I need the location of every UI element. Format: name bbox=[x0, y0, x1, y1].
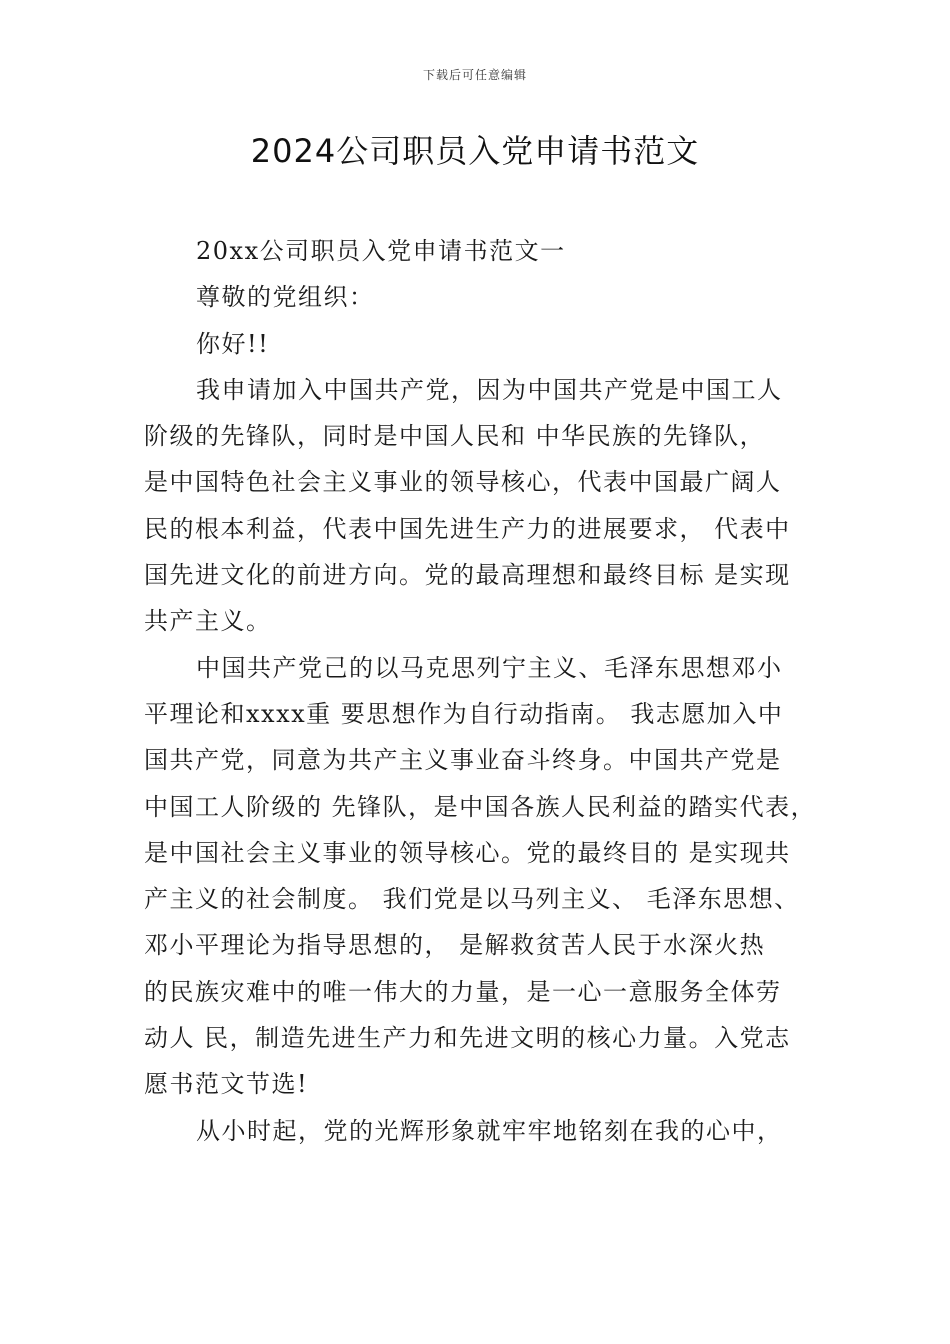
paragraph-line: 邓小平理论为指导思想的， 是解救贫苦人民于水深火热 bbox=[144, 931, 766, 960]
document-title: 2024公司职员入党申请书范文 bbox=[250, 132, 700, 170]
document-body bbox=[144, 228, 817, 1154]
paragraph-line: 阶级的先锋队，同时是中国人民和 中华民族的先锋队， bbox=[144, 422, 766, 451]
paragraph-line: 我申请加入中国共产党，因为中国共产党是中国工人 bbox=[196, 375, 783, 404]
paragraph-line: 中国工人阶级的 先锋队，是中国各族人民利益的踏实代表， bbox=[144, 792, 817, 821]
paragraph-line: 共产主义。 bbox=[144, 607, 272, 636]
salutation: 尊敬的党组织： bbox=[196, 283, 375, 312]
paragraph-line: 动人 民，制造先进生产力和先进文明的核心力量。入党志 bbox=[144, 1024, 791, 1053]
paragraph-line: 平理论和xxxx重 要思想作为自行动指南。 我志愿加入中 bbox=[144, 699, 784, 728]
paragraph-line: 是中国社会主义事业的领导核心。党的最终目的 是实现共 bbox=[144, 838, 791, 867]
paragraph-line: 民的根本利益，代表中国先进生产力的进展要求， 代表中 bbox=[144, 514, 791, 543]
paragraph-line: 的民族灾难中的唯一伟大的力量，是一心一意服务全体劳 bbox=[144, 977, 782, 1006]
paragraph-line: 国先进文化的前进方向。党的最高理想和最终目标 是实现 bbox=[144, 561, 791, 590]
paragraph-line: 从小时起，党的光辉形象就牢牢地铭刻在我的心中， bbox=[196, 1116, 783, 1145]
header-note: 下载后可任意编辑 bbox=[422, 68, 527, 82]
greeting: 你好!! bbox=[196, 329, 270, 358]
paragraph-line: 国共产党，同意为共产主义事业奋斗终身。中国共产党是 bbox=[144, 746, 782, 775]
section-heading: 20xx公司职员入党申请书范文一 bbox=[196, 237, 566, 265]
paragraph-line: 是中国特色社会主义事业的领导核心，代表中国最广阔人 bbox=[144, 468, 782, 497]
paragraph-line: 中国共产党己的以马克思列宁主义、毛泽东思想邓小 bbox=[196, 653, 783, 682]
paragraph-line: 愿书范文节选! bbox=[144, 1070, 309, 1099]
paragraph-line: 产主义的社会制度。 我们党是以马列主义、 毛泽东思想、 bbox=[144, 885, 800, 914]
